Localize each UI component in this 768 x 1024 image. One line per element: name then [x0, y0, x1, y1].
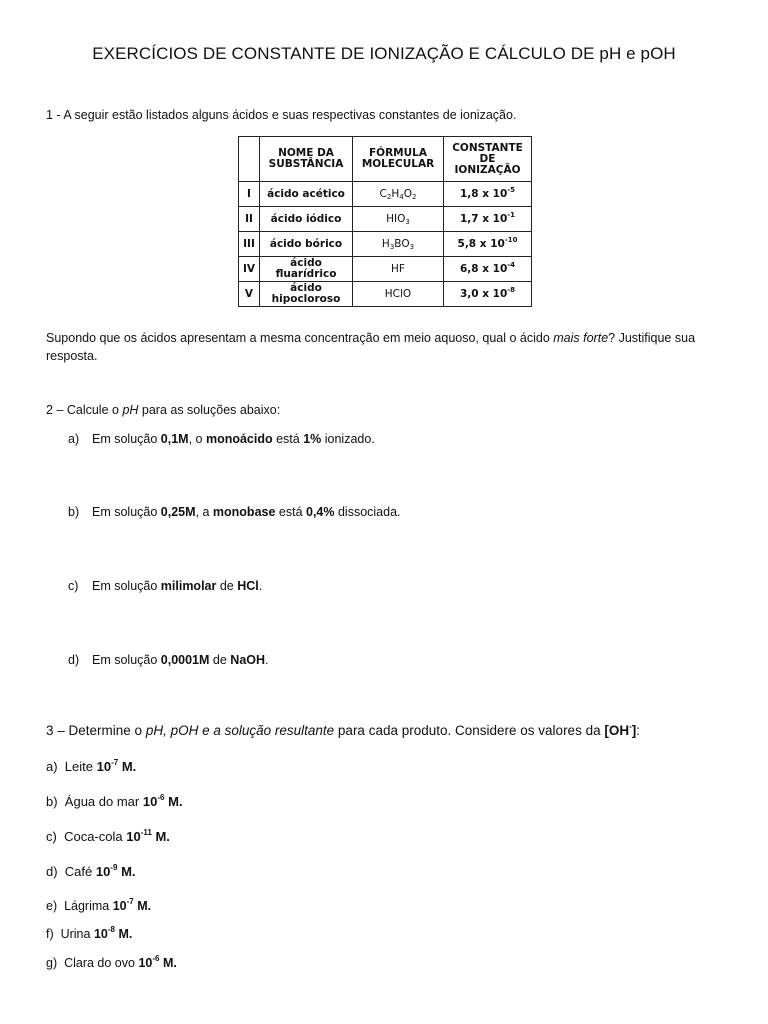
- table-row: [239, 282, 532, 307]
- row-number: V: [239, 282, 260, 307]
- substance-name: ácido bórico: [260, 232, 353, 257]
- question-1-intro: 1 - A seguir estão listados alguns ácidos e suas respectivas constantes de ionização.: [46, 108, 517, 122]
- table-row: [239, 182, 532, 207]
- table-row: [239, 207, 532, 232]
- list-item: d) Em solução 0,0001M de NaOH.: [68, 653, 269, 667]
- substance-name: ácido fluarídrico: [260, 257, 353, 282]
- molecular-formula: $H_3BO_3$: [353, 232, 444, 257]
- list-item: e) Lágrima $10^{-7}$ M.: [46, 897, 152, 913]
- list-item: b) Água do mar $10^{-6}$ M.: [46, 793, 183, 809]
- list-item: a) Em solução 0,1M, o monoácido está 1% ionizado.: [68, 432, 375, 446]
- molecular-formula: $HIO_3$: [353, 207, 444, 232]
- table-header-name: NOME DA SUBSTÂNCIA: [260, 137, 353, 182]
- list-item: f) Urina $10^{-8}$ M.: [46, 925, 133, 941]
- ionization-constant: 6,8 x $10^{-4}$: [444, 257, 532, 282]
- ionization-constant: 5,8 x $10^{-10}$: [444, 232, 532, 257]
- table-header-formula: FÓRMULA MOLECULAR: [353, 137, 444, 182]
- table-header-blank: [239, 137, 260, 182]
- acid-table: [238, 136, 532, 307]
- row-number: I: [239, 182, 260, 207]
- table-header-row: [239, 137, 532, 182]
- list-item: a) Leite $10^{-7}$ M.: [46, 758, 137, 774]
- substance-name: ácido iódico: [260, 207, 353, 232]
- table-row: [239, 257, 532, 282]
- list-item: b) Em solução 0,25M, a monobase está 0,4% dissociada.: [68, 505, 401, 519]
- molecular-formula: HClO: [353, 282, 444, 307]
- molecular-formula: $C_2H_4O_2$: [353, 182, 444, 207]
- molecular-formula: HF: [353, 257, 444, 282]
- ionization-constant: 1,7 x $10^{-1}$: [444, 207, 532, 232]
- ionization-constant: 1,8 x $10^{-5}$: [444, 182, 532, 207]
- row-number: IV: [239, 257, 260, 282]
- page-title: EXERCÍCIOS DE CONSTANTE DE IONIZAÇÃO E CÁLCULO DE pH e pOH: [92, 44, 676, 63]
- list-item: d) Café $10^{-9}$ M.: [46, 863, 136, 879]
- substance-name: ácido hipocloroso: [260, 282, 353, 307]
- row-number: II: [239, 207, 260, 232]
- question-3-intro: 3 – Determine o pH, pOH e a solução resultante para cada produto. Considere os valores da [OH-]:: [46, 722, 641, 738]
- list-item: c) Em solução milimolar de HCl.: [68, 579, 263, 593]
- question-1-text: Supondo que os ácidos apresentam a mesma concentração em meio aquoso, qual o ácido mais forte? Justifique sua resposta.: [46, 331, 696, 363]
- question-2-intro: 2 – Calcule o pH para as soluções abaixo:: [46, 403, 281, 417]
- table-row: [239, 232, 532, 257]
- table-header-constant: CONSTANTE DE IONIZAÇÃO: [444, 137, 532, 182]
- ionization-constant: 3,0 x $10^{-8}$: [444, 282, 532, 307]
- list-item: g) Clara do ovo $10^{-6}$ M.: [46, 954, 177, 970]
- list-item: c) Coca-cola $10^{-11}$ M.: [46, 828, 170, 844]
- substance-name: ácido acético: [260, 182, 353, 207]
- row-number: III: [239, 232, 260, 257]
